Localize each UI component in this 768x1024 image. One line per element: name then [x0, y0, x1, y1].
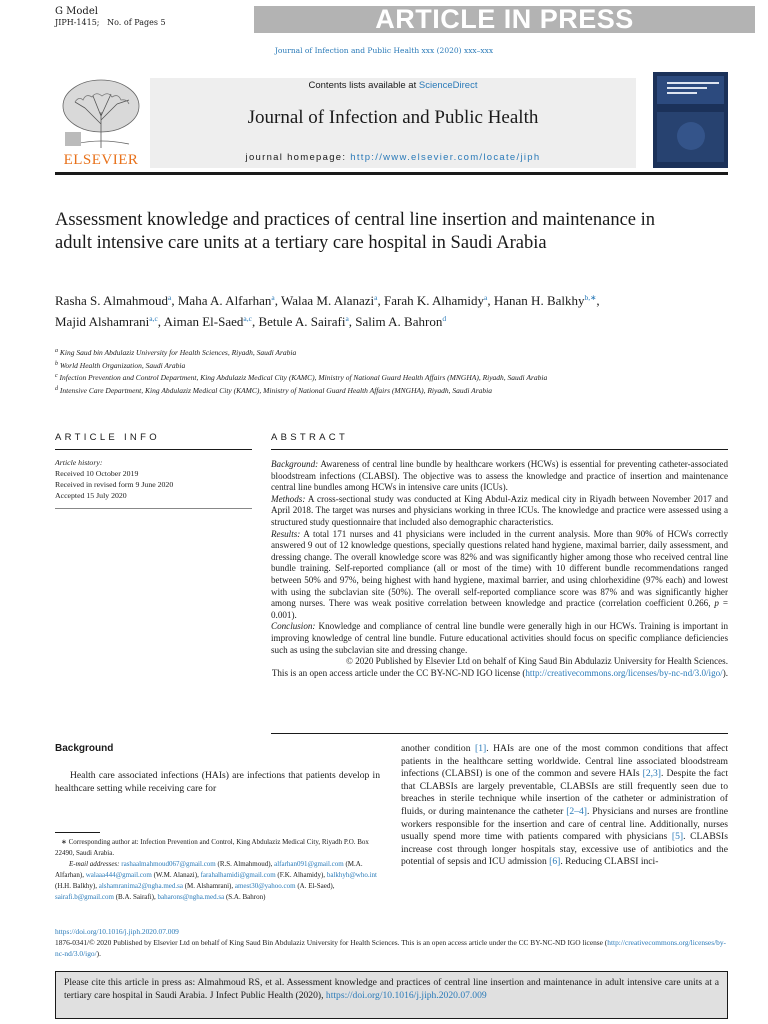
affiliation-text: World Health Organization, Saudi Arabia [59, 360, 186, 370]
homepage-link[interactable]: http://www.elsevier.com/locate/jiph [350, 152, 541, 163]
license-suffix: ). [722, 667, 728, 678]
article-history [55, 457, 252, 501]
email-link[interactable]: farahalhamidi@gmail.com [200, 871, 276, 879]
sciencedirect-link[interactable]: ScienceDirect [418, 80, 478, 91]
abstract-background [271, 459, 728, 494]
body-text: . Despite the fact that CLABSIs are largely preventable, CLABSIs are still frequently seen due to breaches in sterile technique while insertion of the catheter or administration of fluids, or during maintenance the catheter [401, 768, 728, 817]
body-left-paragraph: Health care associated infections (HAIs) are infections that patients develop in healthcare setting while receiving care for [55, 770, 380, 794]
tree-icon [55, 72, 147, 152]
author-affiliation-marker[interactable]: a [271, 293, 275, 302]
abstract-body [271, 459, 728, 679]
abstract-rule [271, 449, 728, 450]
article-title: Assessment knowledge and practices of central line insertion and maintenance in adult intensive care units at a tertiary care hospital in Saudi Arabia [55, 210, 656, 253]
homepage-line [150, 152, 636, 163]
email-addresses [55, 859, 380, 903]
journal-name: Journal of Infection and Public Health [247, 107, 539, 128]
affiliation-item [55, 359, 645, 372]
author-affiliation-marker[interactable]: b,∗ [584, 293, 597, 302]
body-text: . HAIs are one of the most common conditions that affect patients in the healthcare setting worldwide. Central line associated bloodstream infections (CLABSI) is one of the common and severe HAIs [401, 743, 728, 780]
email-label: E-mail addresses: [69, 860, 120, 868]
author-name[interactable]: Aiman El-Saed [163, 314, 244, 329]
journal-reference-link[interactable]: Journal of Infection and Public Health xxx (2020) xxx–xxx [274, 46, 494, 55]
contents-prefix: Contents lists available at [308, 80, 419, 91]
ref-link[interactable]: [2–4] [566, 805, 587, 817]
author-name[interactable]: Rasha S. Almahmoud [55, 293, 169, 308]
methods-label: Methods: [271, 493, 306, 504]
journal-code: JIPH-1415; [55, 18, 100, 27]
conclusion-text: Knowledge and compliance of central line bundle were generally high in our HCWs. Training is important in improving knowledge of central line bundle. Future educational activities should focus on specific compliance deficiencies such as using the subclavian site and dressing change. [271, 621, 728, 655]
author-affiliation-marker[interactable]: a [374, 293, 378, 302]
author-affiliation-marker[interactable]: a [484, 293, 488, 302]
author-separator: , [171, 293, 175, 308]
article-in-press-text: ARTICLE IN PRESS [375, 4, 634, 34]
article-info-heading: ARTICLE INFO [55, 432, 160, 443]
email-owner: (M. Alshamrani), [182, 882, 234, 890]
affiliation-text: King Saud bin Abdulaziz University for Health Sciences, Riyadh, Saudi Arabia [59, 348, 297, 357]
citation-doi-link[interactable]: https://doi.org/10.1016/j.jiph.2020.07.009 [325, 990, 487, 1001]
footnotes [55, 837, 380, 903]
affiliation-list [55, 346, 645, 396]
email-owner: (S.A. Bahron) [224, 893, 266, 901]
abstract-results [271, 529, 728, 622]
affiliation-item [55, 346, 645, 359]
affiliation-text: Infection Prevention and Control Department, King Abdulaziz Medical City (KAMC), Ministry of National Guard Health Affairs (MNGHA), Riyadh, Saudi Arabia [59, 373, 548, 382]
author-affiliation-marker[interactable]: a [168, 293, 172, 302]
author-affiliation-marker[interactable]: a,c [149, 314, 158, 323]
email-owner: (B.A. Sairafi), [113, 893, 156, 901]
email-link[interactable]: rashaalmahmoud067@gmail.com [121, 860, 216, 868]
p-symbol: p [714, 598, 719, 609]
email-owner: (A. El-Saed), [295, 882, 335, 890]
bottom-metadata [55, 926, 728, 959]
article-info-rule [55, 449, 252, 450]
email-link[interactable]: balkhyh@who.int [326, 871, 378, 879]
journal-id [55, 18, 166, 27]
elsevier-logo[interactable] [55, 72, 147, 168]
corresponding-author-note: ∗ Corresponding author at: Infection Prevention and Control, King Abdulaziz Medical City, Riyadh P.O. Box 22490, Saudi Arabia. [55, 838, 369, 857]
footnote-rule [55, 832, 100, 833]
received-date: Received 10 October 2019 [55, 469, 139, 478]
author-separator: , [251, 314, 256, 329]
author-separator: , [596, 293, 600, 308]
author-name[interactable]: Farah K. Alhamidy [384, 293, 485, 308]
revised-date: Received in revised form 9 June 2020 [55, 480, 174, 489]
author-separator: , [487, 293, 491, 308]
doi-link[interactable]: https://doi.org/10.1016/j.jiph.2020.07.009 [55, 927, 179, 936]
author-name[interactable]: Majid Alshamrani [55, 314, 150, 329]
article-in-press-banner [254, 6, 755, 33]
email-link[interactable]: walaaa444@gmail.com [85, 871, 152, 879]
affiliation-text: Intensive Care Department, King Abdulaziz Medical City (KAMC), Ministry of National Guard Health Affairs (MNGHA), Riyadh, Saudi Arabia [59, 385, 492, 395]
author-list [55, 289, 655, 331]
g-model-label: G Model [55, 6, 98, 17]
email-link[interactable]: baharons@ngha.med.sa [157, 893, 225, 901]
affiliation-marker: c [55, 373, 58, 379]
license-line [271, 668, 728, 680]
author-name[interactable]: Maha A. Alfarhan [177, 293, 272, 308]
results-text: A total 171 nurses and 41 physicians were included in the current analysis. More than 90% of HCWs correctly answered 9 out of 12 knowledge questions, specially questions related hand hygiene, maximal barrier, daily assessment, and dressing change. The overall knowledge score was 82% and was significantly higher among those who received central line bundle training. Self-reported compliance (all or most of the time) with 10 different bundle recommendations ranged between 50% and 97%, being highest with hand hygiene, maximal barrier, and using chlorhexidine (97% each) and lowest with using the subclavian site (50%). The overall self-reported compliance score was 87% and was significantly higher among nurses. There was weak positive correlation between knowledge and practice (correlation coefficient 0.266, [271, 528, 728, 609]
copyright-line: © 2020 Published by Elsevier Ltd on behalf of King Saud Bin Abdulaziz University for Health Sciences. [346, 656, 728, 667]
affiliation-marker: b [55, 360, 58, 367]
author-name[interactable]: Walaa M. Alanazi [281, 293, 375, 308]
author-affiliation-marker[interactable]: a [345, 314, 349, 323]
conclusion-label: Conclusion: [271, 621, 316, 632]
author-name[interactable]: Hanan H. Balkhy [493, 293, 585, 308]
ref-link[interactable]: [6] [549, 856, 561, 868]
abstract-methods [271, 494, 728, 529]
email-link[interactable]: alfarhan091@gmail.com [274, 860, 344, 868]
author-affiliation-marker[interactable]: d [442, 314, 447, 323]
ref-link[interactable]: [5] [671, 831, 684, 843]
email-link[interactable]: alshamranima2@ngha.med.sa [98, 882, 183, 890]
body-text: . CLABSIs increase cost through longer hospitals stay, excessive use of antibiotics and the potential of sepsis and ICU admission [401, 831, 728, 868]
author-separator: , [157, 314, 162, 329]
page-count: No. of Pages 5 [107, 18, 166, 27]
issn-license [55, 937, 728, 959]
affiliation-marker: d [55, 385, 58, 392]
license-link[interactable]: http://creativecommons.org/licenses/by-nc-nd/3.0/igo/ [525, 667, 723, 678]
results-end: = 0.001). [271, 598, 728, 620]
email-link[interactable]: amest30@yahoo.com [234, 882, 296, 890]
bottom-license-link[interactable]: http://creativecommons.org/licenses/by-nc-nd/3.0/igo/ [55, 938, 726, 958]
background-label: Background: [271, 459, 319, 469]
journal-cover-image[interactable] [653, 72, 728, 168]
abstract-end-rule [271, 733, 728, 734]
history-rule [55, 508, 252, 509]
history-label: Article history: [55, 458, 103, 467]
affiliation-item [55, 371, 645, 384]
abstract-heading: ABSTRACT [271, 432, 349, 443]
masthead-rule [55, 172, 728, 175]
issn-text: 1876-0341/© 2020 Published by Elsevier Ltd on behalf of King Saud Bin Abdulaziz University for Health Sciences. This is an open access article under the CC BY-NC-ND IGO license ( [55, 938, 608, 947]
email-owner: (W.M. Alanazi), [151, 871, 199, 879]
abstract-conclusion [271, 621, 728, 656]
citation-text: Please cite this article in press as: Almahmoud RS, et al. Assessment knowledge and practices of central line insertion and maintenance in adult intensive care units at a tertiary care hospital in Saudi Arabia. J Infect Public Health (2020), [64, 977, 719, 1001]
author-separator: , [348, 314, 353, 329]
author-separator: , [377, 293, 381, 308]
journal-header-panel [150, 78, 636, 168]
issn-suffix: ). [96, 949, 101, 958]
author-name[interactable]: Betule A. Sairafi [258, 314, 346, 329]
methods-text: A cross-sectional study was conducted at King Abdul-Aziz medical city in Riyadh between November 2017 and April 2018. The target was nurses and physicians working in three ICUs. The knowledge and practice were assessed using a structured study questionnaire that included also demographic characteristics. [271, 493, 728, 527]
email-owner: (F.K. Alhamidy), [275, 871, 326, 879]
background-text: Awareness of central line bundle by healthcare workers (HCWs) is essential for preventing catheter-associated bloodstream infections (CLABSI). The objective was to assess the knowledge and practice of insertion and maintenance central line bundles among HCWs in intensive care units (ICUs). [271, 459, 728, 493]
author-name[interactable]: Salim A. Bahron [355, 314, 443, 329]
email-link[interactable]: sairafi.b@gmail.com [55, 893, 114, 901]
author-separator: , [274, 293, 278, 308]
ref-link[interactable]: [2,3] [642, 768, 662, 780]
results-label: Results: [271, 528, 301, 539]
license-prefix: This is an open access article under the CC BY-NC-ND IGO license ( [271, 667, 526, 678]
homepage-prefix: journal homepage: [245, 152, 351, 163]
email-owner: (R.S. Almahmoud), [215, 860, 273, 868]
contents-line [150, 80, 636, 91]
accepted-date: Accepted 15 July 2020 [55, 491, 127, 500]
citation-box [55, 971, 728, 1019]
email-owner: (H.H. Balkhy), [55, 882, 97, 890]
journal-cover-icon [653, 72, 728, 168]
body-text: . Reducing CLABSI inci- [560, 856, 659, 868]
affiliation-marker: a [55, 348, 58, 354]
author-affiliation-marker[interactable]: a,c [243, 314, 252, 323]
elsevier-wordmark: ELSEVIER [63, 152, 139, 168]
body-right-paragraph [401, 743, 728, 869]
body-text: . Physicians and nurses are frontline workers responsible for the insertion and care of central line. Additionally, nurses usually spend more time with patients compared with physicians [401, 805, 728, 843]
ref-link[interactable]: [1] [475, 743, 487, 754]
email-owner: (M.A. Alfarhan), [55, 860, 363, 879]
affiliation-item [55, 384, 645, 397]
background-heading: Background [55, 743, 114, 754]
body-text: another condition [401, 743, 476, 754]
journal-masthead [55, 72, 728, 168]
